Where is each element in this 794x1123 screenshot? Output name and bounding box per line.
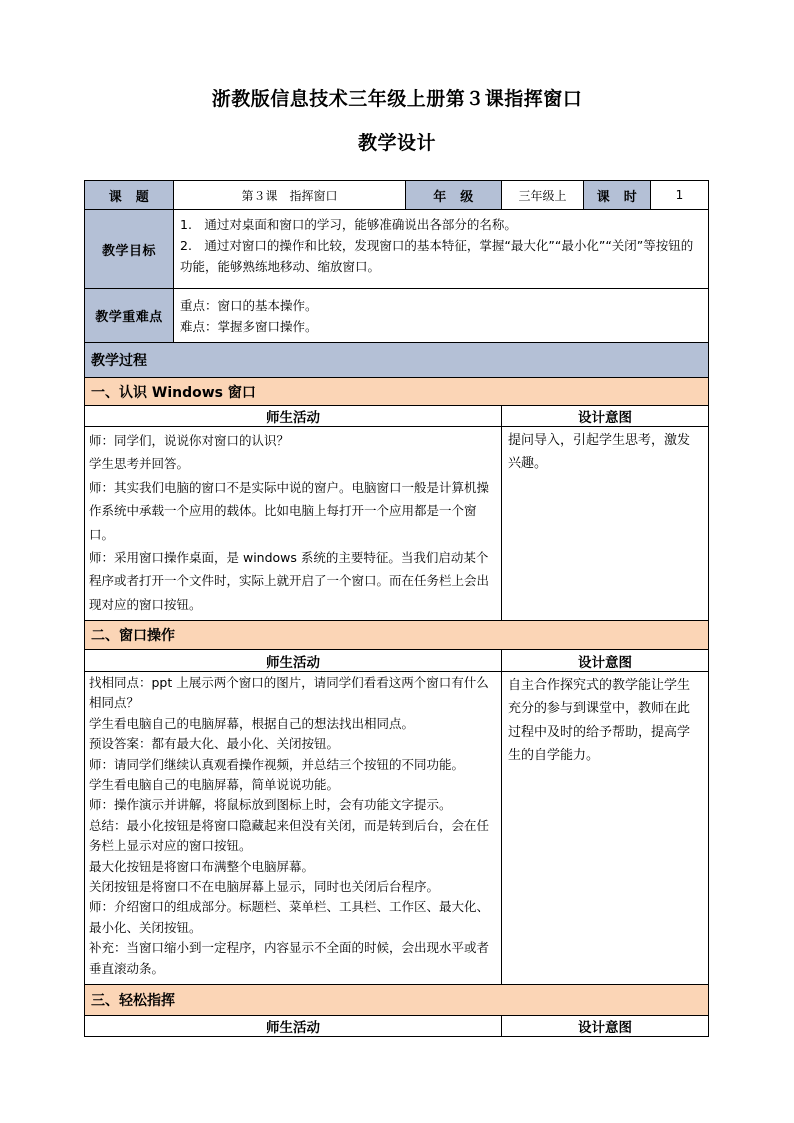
- lesson-value: 第３课 指挥窗口: [174, 181, 406, 210]
- hours-label: 课 时: [584, 181, 651, 210]
- activity-line: 总结：最小化按钮是将窗口隐藏起来但没有关闭，而是转到后台，会在任务栏上显示对应的窗口按钮。: [89, 817, 490, 854]
- document-subtitle: 教学设计: [357, 132, 436, 154]
- hours-value: 1: [651, 181, 709, 210]
- keypoint-item: 重点：窗口的基本操作。: [180, 298, 318, 313]
- activity-line: 找相同点：ppt 上展示两个窗口的图片，请同学们看看这两个窗口有什么相同点？: [89, 675, 489, 711]
- activity-line: 师：请同学们继续认真观看操作视频，并总结三个按钮的不同功能。: [89, 756, 465, 772]
- keypoint-item: 难点：掌握多窗口操作。: [180, 319, 318, 334]
- intent-header: 设计意图: [502, 1016, 709, 1037]
- activity-line: 学生看电脑自己的电脑屏幕，简单说说功能。: [89, 777, 340, 793]
- activity-header: 师生活动: [85, 1016, 502, 1037]
- activity-line: 师：采用窗口操作桌面，是 windows 系统的主要特征。当我们启动某个程序或者打开一个文件时，实际上就开启了一个窗口。而在任务栏上会出现对应的窗口按钮。: [89, 550, 490, 612]
- activity-line: 关闭按钮是将窗口不在电脑屏幕上显示，同时也关闭后台程序。: [89, 879, 440, 895]
- intent-header: 设计意图: [502, 650, 709, 672]
- process-header: 教学过程: [85, 343, 709, 378]
- activity-line: 学生看电脑自己的电脑屏幕，根据自己的想法找出相同点。: [89, 715, 415, 731]
- section-1-activities: [85, 427, 502, 621]
- grade-value: 三年级上: [502, 181, 584, 210]
- activity-line: 师：介绍窗口的组成部分。标题栏、菜单栏、工具栏、工作区、最大化、最小化、关闭按钮。: [89, 899, 490, 935]
- section-2-title: 二、窗口操作: [85, 621, 709, 650]
- activity-line: 预设答案：都有最大化、最小化、关闭按钮。: [89, 736, 340, 752]
- activity-line: 学生思考并回答。: [89, 456, 190, 472]
- keypoints-content: [174, 289, 709, 343]
- goals-label: 教学目标: [85, 210, 174, 289]
- section-2-intent: 自主合作探究式的教学能让学生充分的参与到课堂中，教师在此过程中及时的给予帮助，提高学生的自学能力。: [502, 672, 709, 985]
- lesson-label: 课 题: [85, 181, 174, 210]
- section-3-title: 三、轻松指挥: [85, 985, 709, 1016]
- activity-line: 师：操作演示并讲解，将鼠标放到图标上时，会有功能文字提示。: [89, 797, 452, 813]
- intent-header: 设计意图: [502, 406, 709, 427]
- activity-header: 师生活动: [85, 650, 502, 672]
- activity-line: 师：其实我们电脑的窗口不是实际中说的窗户。电脑窗口一般是计算机操作系统中承载一个应用的载体。比如电脑上每打开一个应用都是一个窗口。: [89, 479, 490, 542]
- section-1-title: 一、认识 Windows 窗口: [85, 378, 709, 406]
- activity-line: 补充：当窗口缩小到一定程序，内容显示不全面的时候，会出现水平或者垂直滚动条。: [89, 940, 490, 976]
- goals-content: [174, 210, 709, 289]
- keypoints-label: 教学重难点: [85, 289, 174, 343]
- grade-label: 年 级: [406, 181, 502, 210]
- section-2-activities: [85, 672, 502, 985]
- lesson-plan-table: [84, 180, 709, 1037]
- goal-item: 2. 通过对窗口的操作和比较，发现窗口的基本特征，掌握“最大化”“最小化”“关闭”等按钮的功能，能够熟练地移动、缩放窗口。: [180, 238, 694, 274]
- section-1-intent: 提问导入，引起学生思考，激发兴趣。: [502, 427, 709, 621]
- activity-line: 最大化按钮是将窗口布满整个电脑屏幕。: [89, 858, 315, 874]
- activity-line: 师：同学们，说说你对窗口的认识？: [89, 433, 290, 448]
- goal-item: 1. 通过对桌面和窗口的学习，能够准确说出各部分的名称。: [180, 217, 517, 232]
- document-title: 浙教版信息技术三年级上册第３课指挥窗口: [211, 88, 583, 110]
- activity-header: 师生活动: [85, 406, 502, 427]
